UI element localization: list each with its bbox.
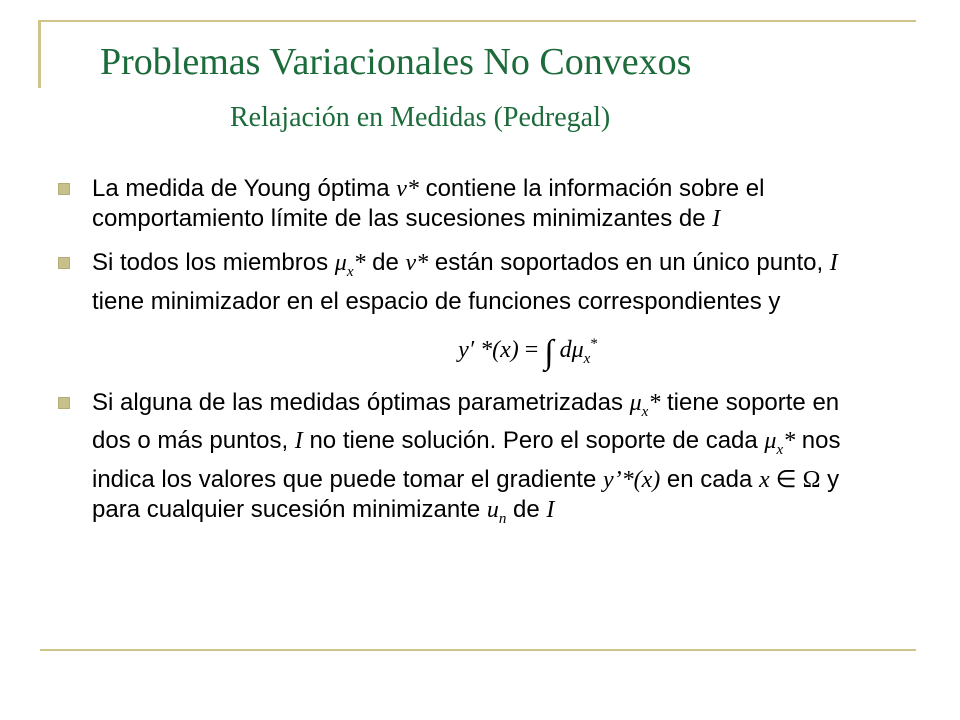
- slide-title: Problemas Variacionales No Convexos: [100, 41, 692, 83]
- formula-integral: y′ *(x) = ∫ $d\mu_x^*$: [458, 333, 598, 371]
- bullet-text: están soportados en un único punto,: [428, 249, 830, 276]
- bullet-text: no tiene solución. Pero el soporte de cada: [302, 427, 765, 455]
- bullet-item-1: [58, 174, 878, 234]
- bullet-square-icon: [58, 183, 70, 195]
- math-omega: Ω: [802, 467, 821, 494]
- bullet-text: contiene la información sobre el comportamiento límite de las sucesiones minimizantes de: [92, 175, 765, 232]
- math-nu-star: ν*: [396, 176, 419, 202]
- formula-dmu: dμ: [559, 336, 584, 363]
- frame-bottom-rule: [40, 649, 916, 651]
- math-nu-star: ν*: [405, 250, 429, 276]
- element-of-icon: ∈: [769, 467, 803, 494]
- slide-subtitle: Relajación en Medidas (Pedregal): [230, 102, 611, 133]
- bullet-text: y para cualquier sucesión minimizante: [92, 466, 840, 524]
- bullet-text: Si todos los miembros: [92, 249, 335, 276]
- math-u-n: $u_n$: [486, 497, 507, 527]
- formula-lhs: y′ *: [458, 336, 493, 363]
- bullet-text: La medida de Young óptima: [92, 175, 397, 202]
- slide-body: [58, 174, 878, 548]
- bullet-text: en cada: [660, 466, 760, 494]
- math-mu-x-star: $\mu_x*$: [334, 250, 366, 280]
- math-x: x: [759, 467, 770, 494]
- integral-icon: ∫: [544, 333, 554, 371]
- frame-left-accent: [38, 20, 41, 88]
- bullet-square-icon: [58, 257, 70, 269]
- bullet-item-3: [58, 388, 878, 534]
- bullet-text: nos indica los valores que puede tomar el gradiente: [92, 427, 841, 494]
- bullet-text: de: [365, 249, 406, 276]
- frame-top-rule: [40, 20, 916, 22]
- formula-eq: =: [518, 336, 545, 363]
- bullet-text: tiene minimizador en el espacio de funciones correspondientes y: [92, 287, 781, 315]
- math-I: I: [829, 250, 838, 276]
- math-mu-x-star: $\mu_x*$: [629, 389, 661, 420]
- bullet-item-2: [58, 248, 878, 316]
- math-mu-x-star: $\mu_x*$: [764, 428, 796, 459]
- math-I: I: [546, 497, 555, 524]
- formula-arg: (x): [492, 336, 519, 363]
- bullet-text: tiene soporte en dos o más puntos,: [92, 388, 840, 455]
- bullet-text: de: [506, 496, 547, 524]
- math-I: I: [712, 206, 721, 232]
- math-I: I: [294, 428, 303, 455]
- bullet-square-icon: [58, 397, 70, 409]
- bullet-text: Si alguna de las medidas óptimas parametrizadas: [92, 388, 630, 416]
- math-gradient: y’*(x): [602, 467, 661, 494]
